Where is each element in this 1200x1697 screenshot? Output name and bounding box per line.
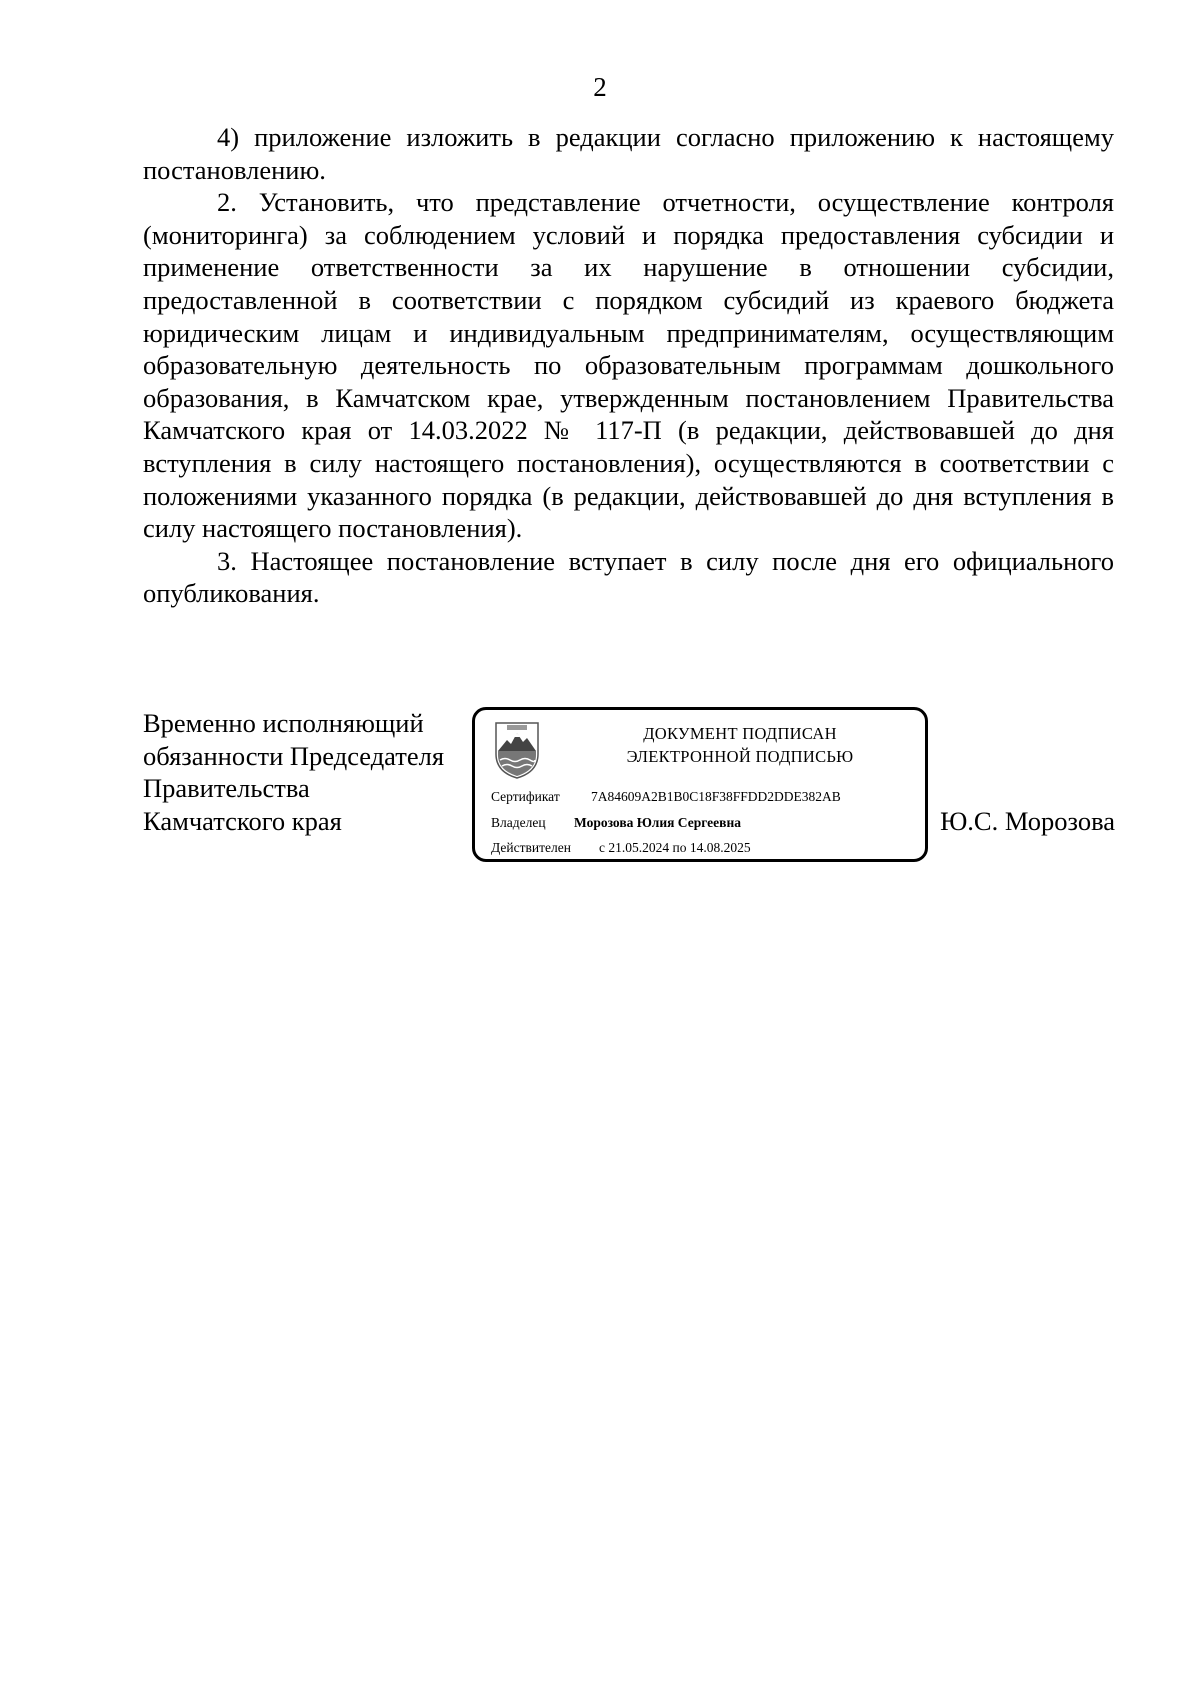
validity-value: с 21.05.2024 по 14.08.2025 [599,840,751,855]
owner-label: Владелец [491,815,546,830]
page-number: 2 [593,72,607,102]
signer-title-line: Временно исполняющий [143,708,424,738]
paragraph-item-4: 4) приложение изложить в редакции согласно приложению к настоящему постановлению. [143,122,1114,185]
stamp-owner-row [491,814,741,832]
certificate-label: Сертификат [491,789,560,804]
paragraph-clause-3: 3. Настоящее постановление вступает в силу после дня его официального опубликования. [143,545,1114,609]
stamp-certificate-row [491,788,841,806]
signer-title-line: Правительства [143,773,310,804]
signer-name: Ю.С. Морозова [940,806,1115,836]
certificate-value: 7A84609A2B1B0C18F38FFDD2DDE382AB [591,789,841,804]
signer-title-line: Камчатского края [143,805,342,836]
stamp-heading [565,722,915,768]
owner-value: Морозова Юлия Сергеевна [574,815,741,830]
signer-title [143,707,473,837]
validity-label: Действителен [491,840,571,855]
document-body [143,121,1114,610]
electronic-signature-stamp [472,707,928,862]
stamp-heading-line: ДОКУМЕНТ ПОДПИСАН [643,724,837,743]
kamchatka-coat-of-arms-icon [493,720,541,780]
paragraph-clause-2: 2. Установить, что представление отчетности, осуществление контроля (мониторинга) за соблюдением условий и порядка предоставления субсидии и применение ответственности за их нарушение в отношении субсидии, предоставленной в соответствии с порядком субсидий из краевого бюджета юридическим лицам и индивидуальным предпринимателям, осуществляющим образовательную деятельность по образовательным программам дошкольного образования, в Камчатском крае, утвержденным постановлением Правительства Камчатского края от 14.03.2022 № 117-П (в редакции, действовавшей до дня вступления в силу настоящего постановления), осуществляются в соответствии с положениями указанного порядка (в редакции, действовавшей до дня вступления в силу настоящего постановления). [143,187,1114,544]
stamp-heading-line: ЭЛЕКТРОННОЙ ПОДПИСЬЮ [626,747,854,766]
stamp-validity-row [491,839,751,857]
signer-title-line: обязанности Председателя [143,740,445,771]
